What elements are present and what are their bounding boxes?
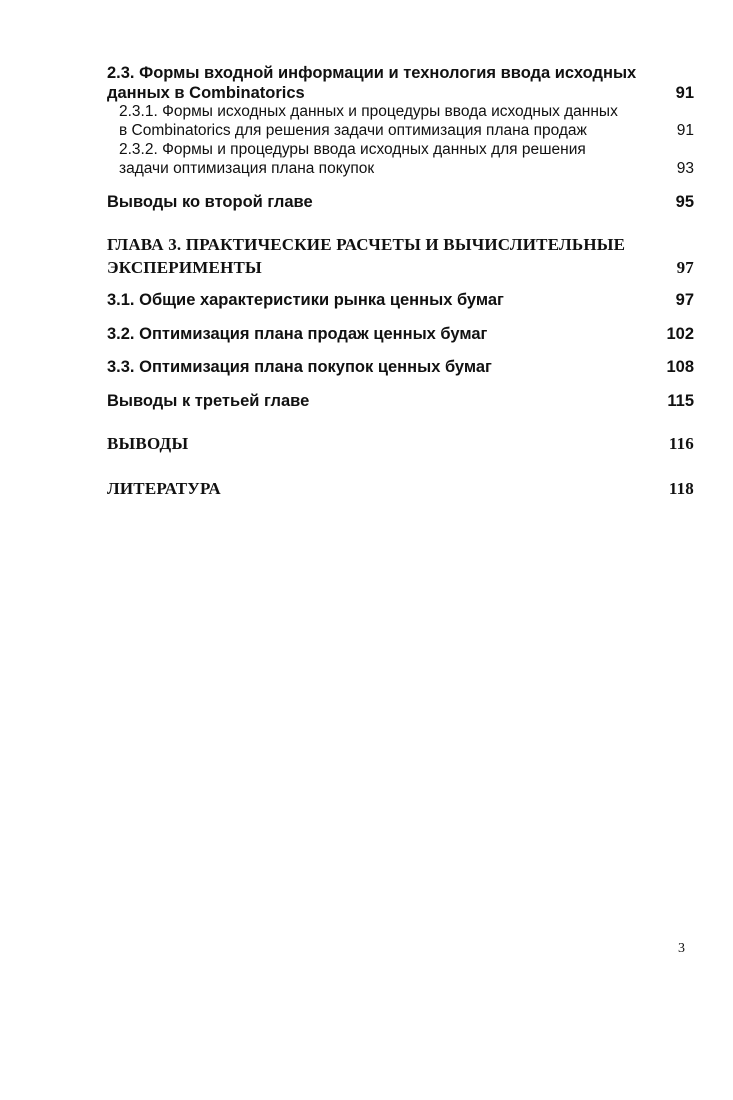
toc-entry-3-3 (107, 358, 694, 377)
toc-title: 3.2. Оптимизация плана продаж ценных бумаг (107, 325, 488, 343)
toc-entry-2-3-line2 (107, 84, 694, 103)
toc-entry-2-3-1-line1 (119, 103, 694, 121)
toc-title: 2.3.2. Формы и процедуры ввода исходных данных для решения (119, 141, 586, 158)
toc-page-number: 108 (666, 358, 694, 376)
toc-title: ЛИТЕРАТУРА (107, 479, 221, 498)
toc-page-number: 102 (666, 325, 694, 343)
toc-entry-conclusions (107, 434, 694, 454)
toc-entry-3-1 (107, 291, 694, 310)
toc-title: 2.3. Формы входной информации и технология ввода исходных (107, 64, 637, 82)
toc-page-number: 93 (676, 160, 694, 177)
toc-title: ЭКСПЕРИМЕНТЫ (107, 258, 262, 277)
toc-page-number: 97 (675, 291, 694, 309)
toc-page-number: 91 (676, 122, 694, 139)
page-number: 3 (678, 941, 685, 956)
toc-page-number: 91 (675, 84, 694, 102)
toc-entry-2-3-line1 (107, 64, 694, 83)
toc-page-number: 97 (676, 258, 694, 277)
toc-entry-3-2 (107, 325, 694, 344)
toc-page-number: 118 (668, 479, 694, 498)
toc-entry-conclusions-ch3 (107, 392, 694, 411)
toc-title: ВЫВОДЫ (107, 434, 189, 453)
toc-entry-conclusions-ch2 (107, 193, 694, 212)
toc-entry-2-3-1-line2 (119, 122, 694, 140)
toc-entry-chapter3-line1 (107, 235, 694, 255)
toc-title: Выводы ко второй главе (107, 193, 313, 211)
toc-page-number: 95 (675, 193, 694, 211)
toc-title: 3.1. Общие характеристики рынка ценных бумаг (107, 291, 504, 309)
toc-title: ГЛАВА 3. ПРАКТИЧЕСКИЕ РАСЧЕТЫ И ВЫЧИСЛИТЕЛЬНЫЕ (107, 235, 626, 254)
toc-entry-2-3-2-line1 (119, 141, 694, 159)
toc-page-number: 115 (667, 392, 694, 410)
toc-title: Выводы к третьей главе (107, 392, 310, 410)
toc-page-number: 116 (668, 434, 694, 453)
toc-entry-chapter3-line2 (107, 258, 694, 278)
toc-title: в Combinatorics для решения задачи оптимизация плана продаж (119, 122, 587, 139)
toc-title: 3.3. Оптимизация плана покупок ценных бумаг (107, 358, 492, 376)
toc-entry-literature (107, 479, 694, 499)
toc-title: данных в Combinatorics (107, 84, 305, 102)
toc-title: 2.3.1. Формы исходных данных и процедуры ввода исходных данных (119, 103, 618, 120)
toc-title: задачи оптимизация плана покупок (119, 160, 375, 177)
toc-entry-2-3-2-line2 (119, 160, 694, 178)
